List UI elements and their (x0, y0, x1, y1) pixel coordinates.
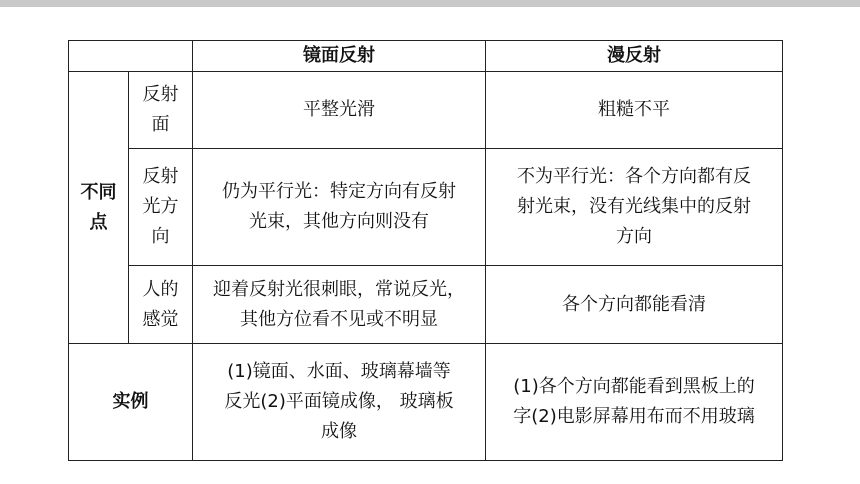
row-reflected-light-direction (69, 149, 783, 266)
cell-line: 迎着反射光很刺眼，常说反光， (213, 278, 465, 300)
subheader-reflecting-surface (129, 72, 193, 149)
cell-line: 字(2)电影屏幕用布而不用玻璃 (513, 406, 755, 427)
row-examples (69, 344, 783, 461)
row-human-perception (69, 266, 783, 344)
cell-diffuse-perception (486, 266, 783, 344)
cell-line: 射光束，没有光线集中的反射 (517, 196, 751, 217)
cell-line: (1)镜面、水面、玻璃幕墙等 (227, 361, 451, 382)
cell-diffuse-examples (486, 344, 783, 461)
cell-line: 成像 (321, 421, 357, 442)
cell-diffuse-surface (486, 72, 783, 149)
cell-line: 光束，其他方向则没有 (249, 211, 429, 232)
top-stripe (0, 0, 860, 7)
header-row (69, 41, 783, 72)
cell-line: 粗糙不平 (598, 99, 670, 120)
header-diffuse-reflection: 漫反射 (486, 41, 783, 72)
group-label-line1: 不同 (80, 181, 117, 203)
cell-diffuse-direction (486, 149, 783, 266)
subheader-line: 反射 (142, 166, 179, 187)
cell-line: (1)各个方向都能看到黑板上的 (513, 376, 755, 397)
subheader-line: 面 (151, 114, 170, 135)
subheader-reflected-direction (129, 149, 193, 266)
subheader-line: 感觉 (142, 308, 179, 330)
subheader-line: 人的 (142, 278, 179, 300)
subheader-human-perception (129, 266, 193, 344)
cell-line: 各个方向都能看清 (562, 293, 706, 315)
header-specular-reflection: 镜面反射 (193, 41, 486, 72)
cell-line: 其他方位看不见或不明显 (240, 308, 438, 330)
comparison-table (68, 40, 783, 461)
row-reflecting-surface (69, 72, 783, 149)
cell-line: 仍为平行光：特定方向有反射 (222, 181, 456, 202)
group-differences-cell (69, 72, 129, 344)
examples-label: 实例 (69, 344, 193, 461)
cell-specular-direction (193, 149, 486, 266)
cell-line: 平整光滑 (303, 99, 375, 120)
cell-specular-examples (193, 344, 486, 461)
cell-specular-surface (193, 72, 486, 149)
subheader-line: 光方 (142, 196, 179, 217)
group-label-line2: 点 (89, 211, 108, 233)
subheader-line: 反射 (142, 84, 179, 105)
cell-line: 不为平行光：各个方向都有反 (517, 166, 751, 187)
cell-specular-perception (193, 266, 486, 344)
subheader-line: 向 (151, 226, 170, 247)
corner-cell (69, 41, 193, 72)
cell-line: 方向 (616, 226, 652, 247)
cell-line: 反光(2)平面镜成像， 玻璃板 (224, 391, 454, 412)
